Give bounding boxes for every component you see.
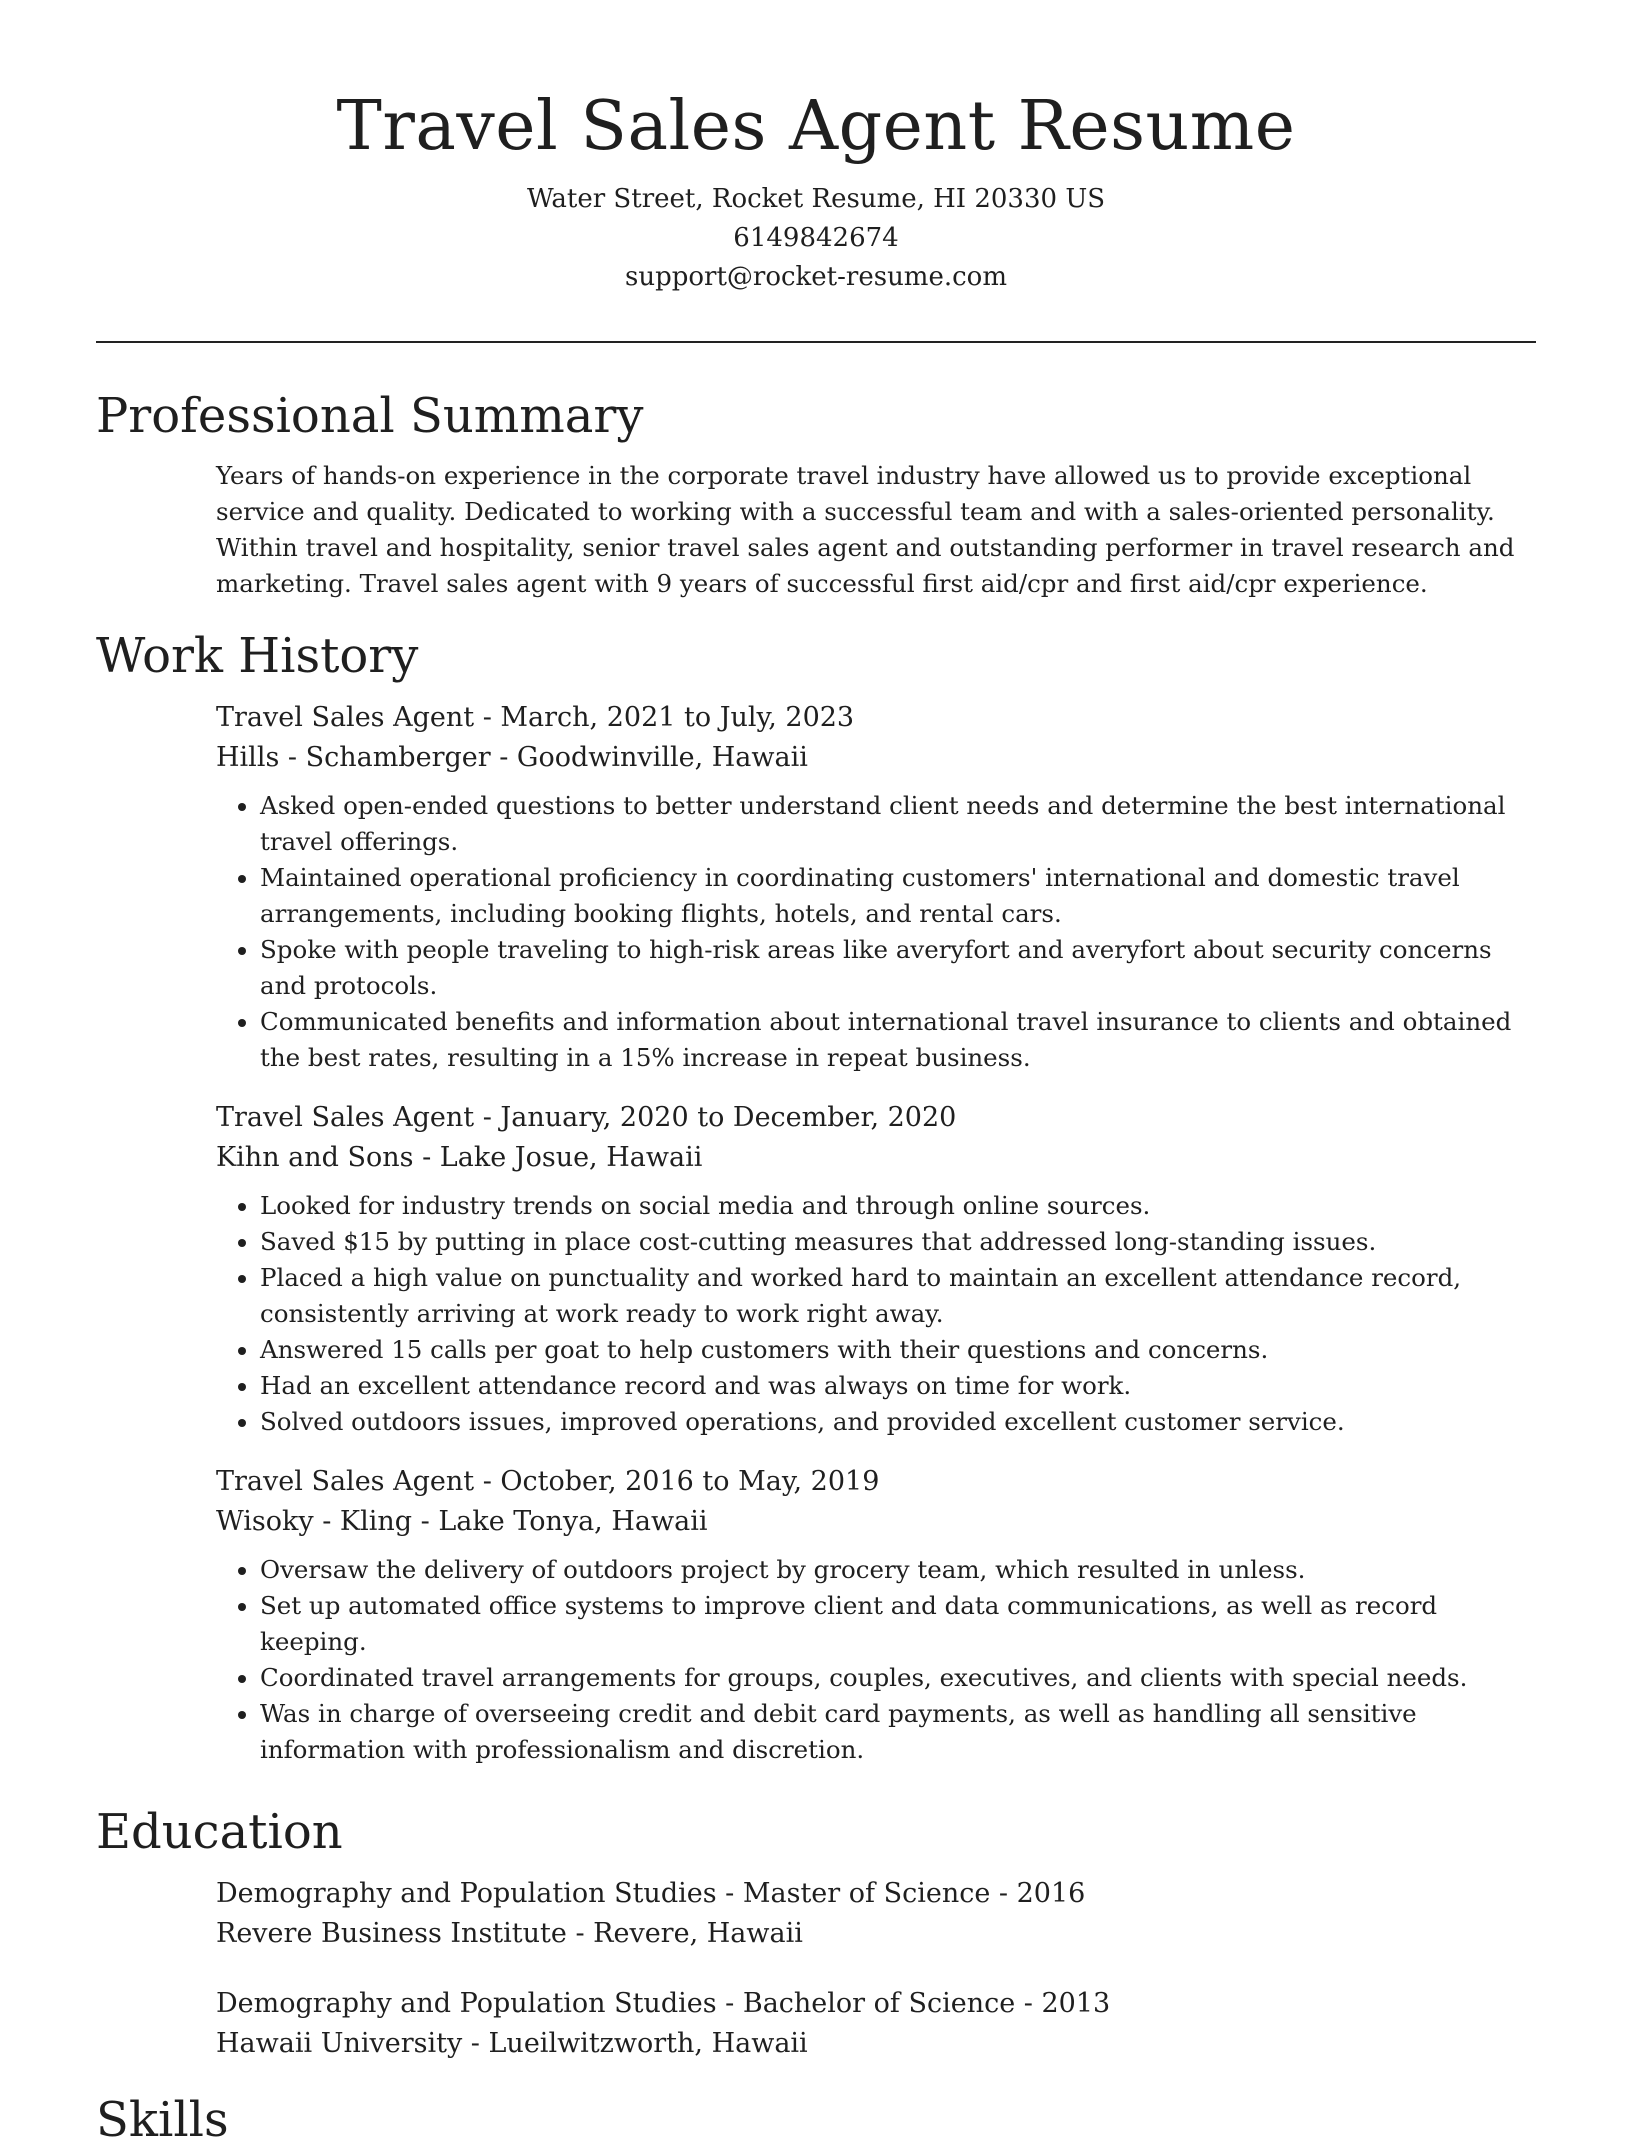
job-title-line: Travel Sales Agent - January, 2020 to December, 2020 bbox=[216, 1102, 957, 1133]
job-bullet-list bbox=[216, 788, 1536, 1076]
degree-line: Demography and Population Studies - Bachelor of Science - 2013 bbox=[216, 1988, 1111, 2019]
school-line: Hawaii University - Lueilwitzworth, Hawaii bbox=[216, 2028, 808, 2059]
education-section bbox=[96, 1790, 1536, 2064]
summary-text: Years of hands-on experience in the corporate travel industry have allowed us to provide exceptional service and quality. Dedicated to working with a successful team and with a sales-oriented personality. Within travel and hospitality, senior travel sales agent and outstanding performer in travel research and marketing. Travel sales agent with 9 years of successful first aid/cpr and first aid/cpr experience. bbox=[216, 461, 1515, 598]
job-title-line: Travel Sales Agent - March, 2021 to July, 2023 bbox=[216, 702, 855, 733]
school-line: Revere Business Institute - Revere, Hawaii bbox=[216, 1918, 803, 1949]
summary-section bbox=[96, 374, 1536, 602]
job-bullet: • Looked for industry trends on social media and through online sources. bbox=[260, 1188, 1536, 1224]
job-bullet: • Solved outdoors issues, improved operations, and provided excellent customer service. bbox=[260, 1404, 1536, 1440]
resume-header bbox=[0, 82, 1632, 297]
page-title: Travel Sales Agent Resume bbox=[336, 87, 1296, 166]
job-company-line: Wisoky - Kling - Lake Tonya, Hawaii bbox=[216, 1506, 708, 1537]
job-entry bbox=[216, 1462, 1536, 1768]
job-bullet: • Communicated benefits and information about international travel insurance to clients and obtained the best rates, resulting in a 15% increase in repeat business. bbox=[260, 1004, 1536, 1076]
email-address: support@rocket-resume.com bbox=[624, 262, 1007, 292]
degree-line: Demography and Population Studies - Master of Science - 2016 bbox=[216, 1878, 1086, 1909]
header-divider bbox=[96, 341, 1536, 343]
job-bullet: • Was in charge of overseeing credit and debit card payments, as well as handling all sensitive information with professionalism and discretion. bbox=[260, 1696, 1536, 1768]
education-entry bbox=[216, 1874, 1536, 1954]
job-bullet: • Saved $15 by putting in place cost-cutting measures that addressed long-standing issues. bbox=[260, 1224, 1536, 1260]
job-title-line: Travel Sales Agent - October, 2016 to May, 2019 bbox=[216, 1466, 880, 1497]
job-bullet: • Maintained operational proficiency in coordinating customers' international and domestic travel arrangements, including booking flights, hotels, and rental cars. bbox=[260, 860, 1536, 932]
job-bullet: • Oversaw the delivery of outdoors project by grocery team, which resulted in unless. bbox=[260, 1552, 1536, 1588]
job-bullet-list bbox=[216, 1188, 1536, 1440]
job-bullet: • Coordinated travel arrangements for groups, couples, executives, and clients with special needs. bbox=[260, 1660, 1536, 1696]
job-bullet: • Set up automated office systems to improve client and data communications, as well as record keeping. bbox=[260, 1588, 1536, 1660]
job-bullet: • Had an excellent attendance record and was always on time for work. bbox=[260, 1368, 1536, 1404]
address: Water Street, Rocket Resume, HI 20330 US bbox=[526, 184, 1106, 214]
job-bullet-list bbox=[216, 1552, 1536, 1768]
job-bullet: • Asked open-ended questions to better understand client needs and determine the best international travel offerings. bbox=[260, 788, 1536, 860]
contact-info bbox=[0, 180, 1632, 297]
job-bullet: • Spoke with people traveling to high-risk areas like averyfort and averyfort about security concerns and protocols. bbox=[260, 932, 1536, 1004]
phone-number: 6149842674 bbox=[733, 223, 899, 253]
section-title-summary: Professional Summary bbox=[96, 388, 644, 444]
job-bullet: • Answered 15 calls per goat to help customers with their questions and concerns. bbox=[260, 1332, 1536, 1368]
section-title-skills: Skills bbox=[96, 2092, 229, 2148]
job-entry bbox=[216, 698, 1536, 1076]
job-bullet: • Placed a high value on punctuality and worked hard to maintain an excellent attendance record, consistently arriving at work ready to work right away. bbox=[260, 1260, 1536, 1332]
job-company-line: Kihn and Sons - Lake Josue, Hawaii bbox=[216, 1142, 703, 1173]
job-entry bbox=[216, 1098, 1536, 1440]
resume-content bbox=[96, 374, 1536, 2094]
job-company-line: Hills - Schamberger - Goodwinville, Hawaii bbox=[216, 742, 808, 773]
work-history-section bbox=[96, 614, 1536, 1768]
education-entry bbox=[216, 1984, 1536, 2064]
section-title-work-history: Work History bbox=[96, 628, 419, 684]
section-title-education: Education bbox=[96, 1804, 343, 1860]
